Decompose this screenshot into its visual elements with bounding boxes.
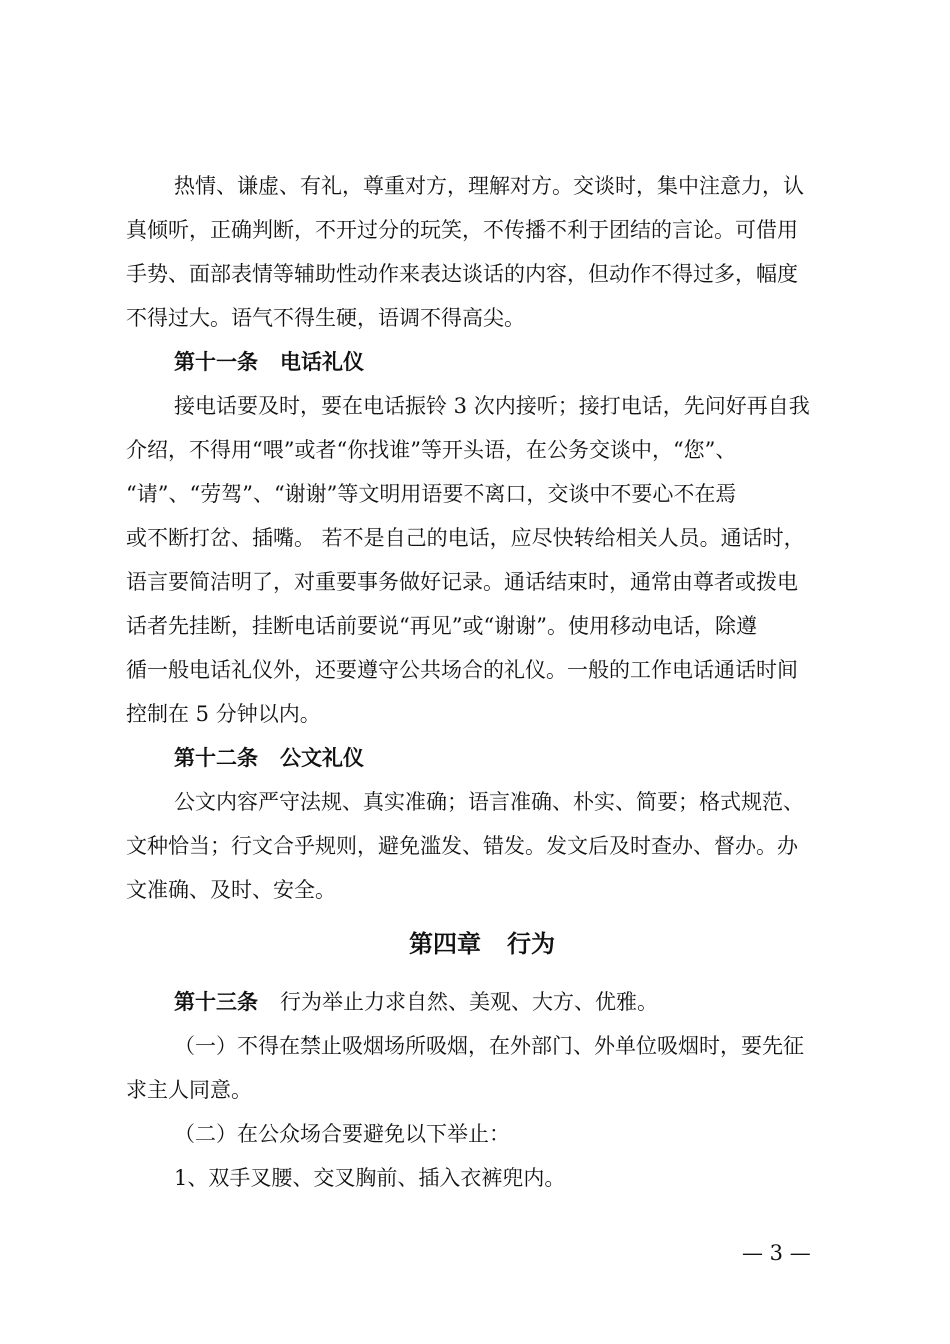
- paragraph-line: 求主人同意。: [126, 1078, 252, 1102]
- chapter-title: 行为: [507, 930, 555, 958]
- article-number: 第十一条: [174, 350, 258, 374]
- paragraph-line: 手势、面部表情等辅助性动作来表达谈话的内容，但动作不得过多，幅度: [126, 262, 798, 286]
- paragraph-line: 控制在 5 分钟以内。: [126, 702, 321, 726]
- paragraph-line: 话者先挂断，挂断电话前要说“再见”或“谢谢”。使用移动电话，除遵: [126, 614, 757, 638]
- paragraph-line: 循一般电话礼仪外，还要遵守公共场合的礼仪。一般的工作电话通话时间: [126, 658, 798, 682]
- paragraph-line: 或不断打岔、插嘴。 若不是自己的电话，应尽快转给相关人员。通话时，: [126, 526, 805, 550]
- paragraph-line: （一）不得在禁止吸烟场所吸烟，在外部门、外单位吸烟时，要先征: [174, 1034, 804, 1058]
- paragraph-line: 接电话要及时，要在电话振铃 3 次内接听；接打电话，先问好再自我: [174, 394, 810, 418]
- paragraph-line: 介绍，不得用“喂”或者“你找谁”等开头语，在公务交谈中，“您”、: [126, 438, 737, 462]
- paragraph-conversation-etiquette: [126, 164, 838, 340]
- paragraph-line: 文准确、及时、安全。: [126, 878, 336, 902]
- page-number: — 3 —: [742, 1241, 811, 1265]
- article-13-item-2-sub-1: 1、双手叉腰、交叉胸前、插入衣裤兜内。: [174, 1166, 566, 1190]
- paragraph-line: 真倾听，正确判断，不开过分的玩笑，不传播不利于团结的言论。可借用: [126, 218, 798, 242]
- article-11-body: [126, 384, 838, 736]
- paragraph-line: 文种恰当；行文合乎规则，避免滥发、错发。发文后及时查办、督办。办: [126, 834, 798, 858]
- paragraph-line: “请”、“劳驾”、“谢谢”等文明用语要不离口，交谈中不要心不在焉: [126, 482, 737, 506]
- article-11-heading: [126, 340, 838, 384]
- document-page: [126, 164, 838, 1200]
- paragraph-line: 语言要简洁明了，对重要事务做好记录。通话结束时，通常由尊者或拨电: [126, 570, 798, 594]
- article-13-item-2: （二）在公众场合要避免以下举止：: [174, 1122, 510, 1146]
- article-13-item-1: [126, 1024, 838, 1112]
- article-number: 第十三条: [174, 990, 258, 1014]
- article-12-body: [126, 780, 838, 912]
- article-number: 第十二条: [174, 746, 258, 770]
- article-title: 电话礼仪: [280, 350, 364, 374]
- chapter-number: 第四章: [409, 930, 481, 958]
- article-12-heading: [126, 736, 838, 780]
- paragraph-line: 不得过大。语气不得生硬，语调不得高尖。: [126, 306, 525, 330]
- article-title: 公文礼仪: [280, 746, 364, 770]
- paragraph-line: 公文内容严守法规、真实准确；语言准确、朴实、简要；格式规范、: [174, 790, 804, 814]
- chapter-4-heading: [126, 912, 838, 980]
- article-13-heading: [126, 980, 838, 1024]
- article-text: 行为举止力求自然、美观、大方、优雅。: [280, 990, 658, 1014]
- paragraph-line: 热情、谦虚、有礼，尊重对方，理解对方。交谈时，集中注意力，认: [174, 174, 804, 198]
